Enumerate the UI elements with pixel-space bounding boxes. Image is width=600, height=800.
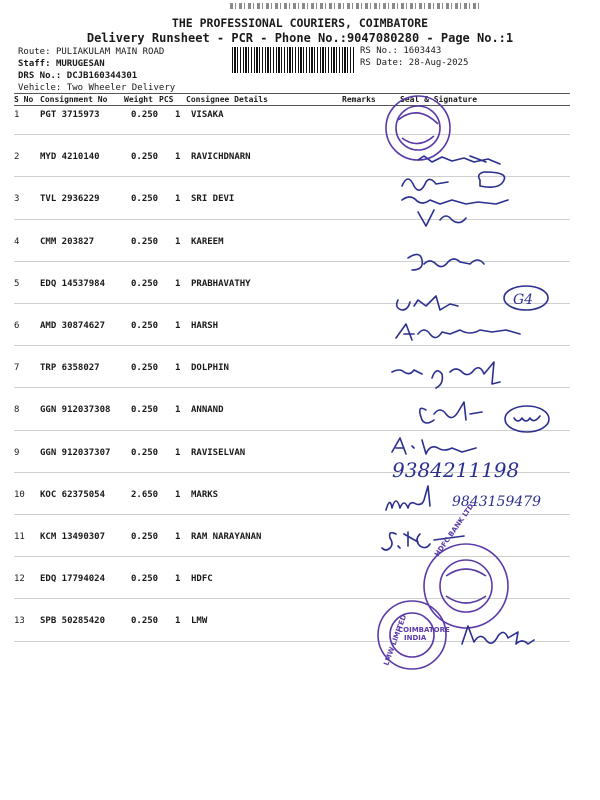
row-sno: 1: [14, 110, 20, 120]
signature-row-8-circle: [505, 406, 549, 432]
signature-row-10: [386, 486, 430, 510]
rs-date-value: 28-Aug-2025: [408, 58, 469, 68]
drs-line: [18, 71, 137, 81]
row-pcs: 1: [175, 321, 181, 331]
signature-row-11: [382, 532, 464, 550]
row-pcs: 1: [175, 489, 181, 500]
rs-date-label: RS Date:: [360, 58, 404, 68]
row-divider: [14, 556, 570, 557]
handwritten-phone-2: 9843159479: [452, 494, 542, 510]
row-divider: [14, 176, 570, 177]
row-weight: 0.250: [131, 278, 159, 289]
row-pcs: 1: [175, 110, 181, 120]
row-consignee: DOLPHIN: [191, 363, 229, 374]
row-weight: 0.250: [131, 236, 159, 247]
row-consignment-no: KCM 13490307: [40, 532, 106, 542]
row-sno: 11: [14, 532, 25, 542]
row-weight: 0.250: [131, 363, 159, 374]
col-consignee: Consignee Details: [186, 95, 268, 104]
row-consignment-no: GGN 912037308: [40, 405, 111, 416]
row-divider: [14, 134, 570, 135]
rs-date-line: [360, 58, 468, 68]
row-weight: 0.250: [131, 532, 159, 542]
header-bottom-rule: [14, 105, 570, 106]
row-pcs: 1: [175, 532, 181, 542]
row-consignee: SRI DEVI: [191, 194, 235, 205]
drs-value: DCJB160344301: [66, 71, 138, 81]
row-sno: 9: [14, 447, 20, 458]
row-pcs: 1: [175, 152, 181, 163]
row-weight: 0.250: [131, 616, 159, 627]
col-pcs: PCS: [159, 95, 174, 104]
row-divider: [14, 261, 570, 262]
col-sno: S No: [14, 95, 34, 104]
lmw-stamp: [378, 601, 450, 669]
lmw-stamp-text: LMW LIMITED: [382, 613, 409, 667]
row-sno: 8: [14, 405, 20, 416]
row-sno: 7: [14, 363, 20, 374]
row-consignment-no: TRP 6358027: [40, 363, 100, 374]
row-consignment-no: EDQ 17794024: [40, 574, 106, 585]
row-sno: 5: [14, 278, 20, 289]
signature-row-9: [392, 438, 476, 454]
row-consignment-no: KOC 62375054: [40, 489, 106, 500]
row-consignment-no: TVL 2936229: [40, 194, 100, 205]
route-label: Route:: [18, 47, 51, 57]
row-consignment-no: SPB 50285420: [40, 616, 106, 627]
row-consignee: RAM NARAYANAN: [191, 532, 262, 542]
row-pcs: 1: [175, 405, 181, 416]
rs-no-line: [360, 46, 441, 56]
row-consignment-no: CMM 203827: [40, 236, 95, 247]
row-consignee: HARSH: [191, 321, 219, 331]
col-weight: Weight: [124, 95, 153, 104]
company-title: THE PROFESSIONAL COURIERS, COIMBATORE: [171, 16, 429, 30]
row-sno: 10: [14, 489, 25, 500]
staff-label: Staff:: [18, 59, 51, 69]
vehicle-label: Vehicle:: [18, 83, 62, 93]
row-consignment-no: GGN 912037307: [40, 447, 111, 458]
row-consignee: VISAKA: [191, 110, 224, 120]
rs-no-value: 1603443: [403, 46, 442, 56]
row-sno: 2: [14, 152, 20, 163]
row-consignee: RAVISELVAN: [191, 447, 246, 458]
row-weight: 0.250: [131, 447, 159, 458]
row-weight: 0.250: [131, 321, 159, 331]
row-weight: 0.250: [131, 194, 159, 205]
row-consignment-no: MYD 4210140: [40, 152, 100, 163]
row-sno: 12: [14, 574, 25, 585]
signature-row-7: [392, 362, 500, 388]
row-pcs: 1: [175, 236, 181, 247]
row-pcs: 1: [175, 574, 181, 585]
col-consignment: Consignment No: [40, 95, 108, 104]
col-seal-signature: Seal & Signature: [400, 95, 478, 104]
row-pcs: 1: [175, 194, 181, 205]
row-divider: [14, 387, 570, 388]
top-edge-marks: [230, 3, 480, 9]
route-line: [18, 47, 164, 57]
row-divider: [14, 303, 570, 304]
g4-badge: [504, 286, 548, 310]
lmw-stamp-place: COIMBATORE: [398, 626, 450, 634]
row-consignment-no: AMD 30874627: [40, 321, 106, 331]
table-bottom-rule: [14, 641, 570, 642]
row-consignee: MARKS: [191, 489, 219, 500]
row-divider: [14, 345, 570, 346]
signature-row-3: [402, 197, 508, 204]
row-divider: [14, 472, 570, 473]
row-consignee: KAREEM: [191, 236, 224, 247]
row-pcs: 1: [175, 447, 181, 458]
signature-row-2b: [402, 172, 505, 190]
row-divider: [14, 219, 570, 220]
signature-row-4: [408, 254, 484, 270]
signature-row-6: [396, 324, 520, 340]
vehicle-line: [18, 83, 175, 93]
row-weight: 2.650: [131, 489, 159, 500]
vehicle-value: Two Wheeler Delivery: [66, 83, 176, 93]
row-consignee: PRABHAVATHY: [191, 278, 251, 289]
signature-row-8-mark: [514, 416, 540, 421]
route-value: PULIAKULAM MAIN ROAD: [55, 47, 165, 57]
barcode: [232, 47, 354, 73]
row-sno: 13: [14, 616, 25, 627]
hdfc-stamp-text: HDFC BANK LTD: [433, 502, 476, 559]
row-consignee: LMW: [191, 616, 208, 627]
signature-row-8: [420, 402, 482, 423]
row-sno: 6: [14, 321, 20, 331]
row-consignee: RAVICHDNARN: [191, 152, 251, 163]
drs-label: DRS No.:: [18, 71, 62, 81]
row-consignee: ANNAND: [191, 405, 224, 416]
row-consignee: HDFC: [191, 574, 213, 585]
header-top-rule: [14, 93, 570, 94]
col-remarks: Remarks: [342, 95, 376, 104]
row-sno: 3: [14, 194, 20, 205]
row-weight: 0.250: [131, 405, 159, 416]
signature-row-2: [418, 156, 500, 164]
row-pcs: 1: [175, 278, 181, 289]
hdfc-bank-stamp: [424, 502, 508, 628]
g4-badge-text: G4: [513, 292, 534, 308]
row-weight: 0.250: [131, 574, 159, 585]
row-pcs: 1: [175, 363, 181, 374]
row-consignment-no: PGT 3715973: [40, 110, 100, 120]
row-divider: [14, 430, 570, 431]
row-divider: [14, 514, 570, 515]
document-subtitle: Delivery Runsheet - PCR - Phone No.:9047080280 - Page No.:1: [86, 31, 514, 45]
lmw-stamp-country: INDIA: [404, 634, 427, 642]
row-pcs: 1: [175, 616, 181, 627]
staff-value: MURUGESAN: [55, 59, 105, 69]
row-consignment-no: EDQ 14537984: [40, 278, 106, 289]
row-weight: 0.250: [131, 110, 159, 120]
row-sno: 4: [14, 236, 20, 247]
row-divider: [14, 598, 570, 599]
staff-line: [18, 59, 105, 69]
handwritten-phone-1: 9384211198: [392, 458, 520, 482]
rs-no-label: RS No.:: [360, 46, 398, 56]
row-weight: 0.250: [131, 152, 159, 163]
